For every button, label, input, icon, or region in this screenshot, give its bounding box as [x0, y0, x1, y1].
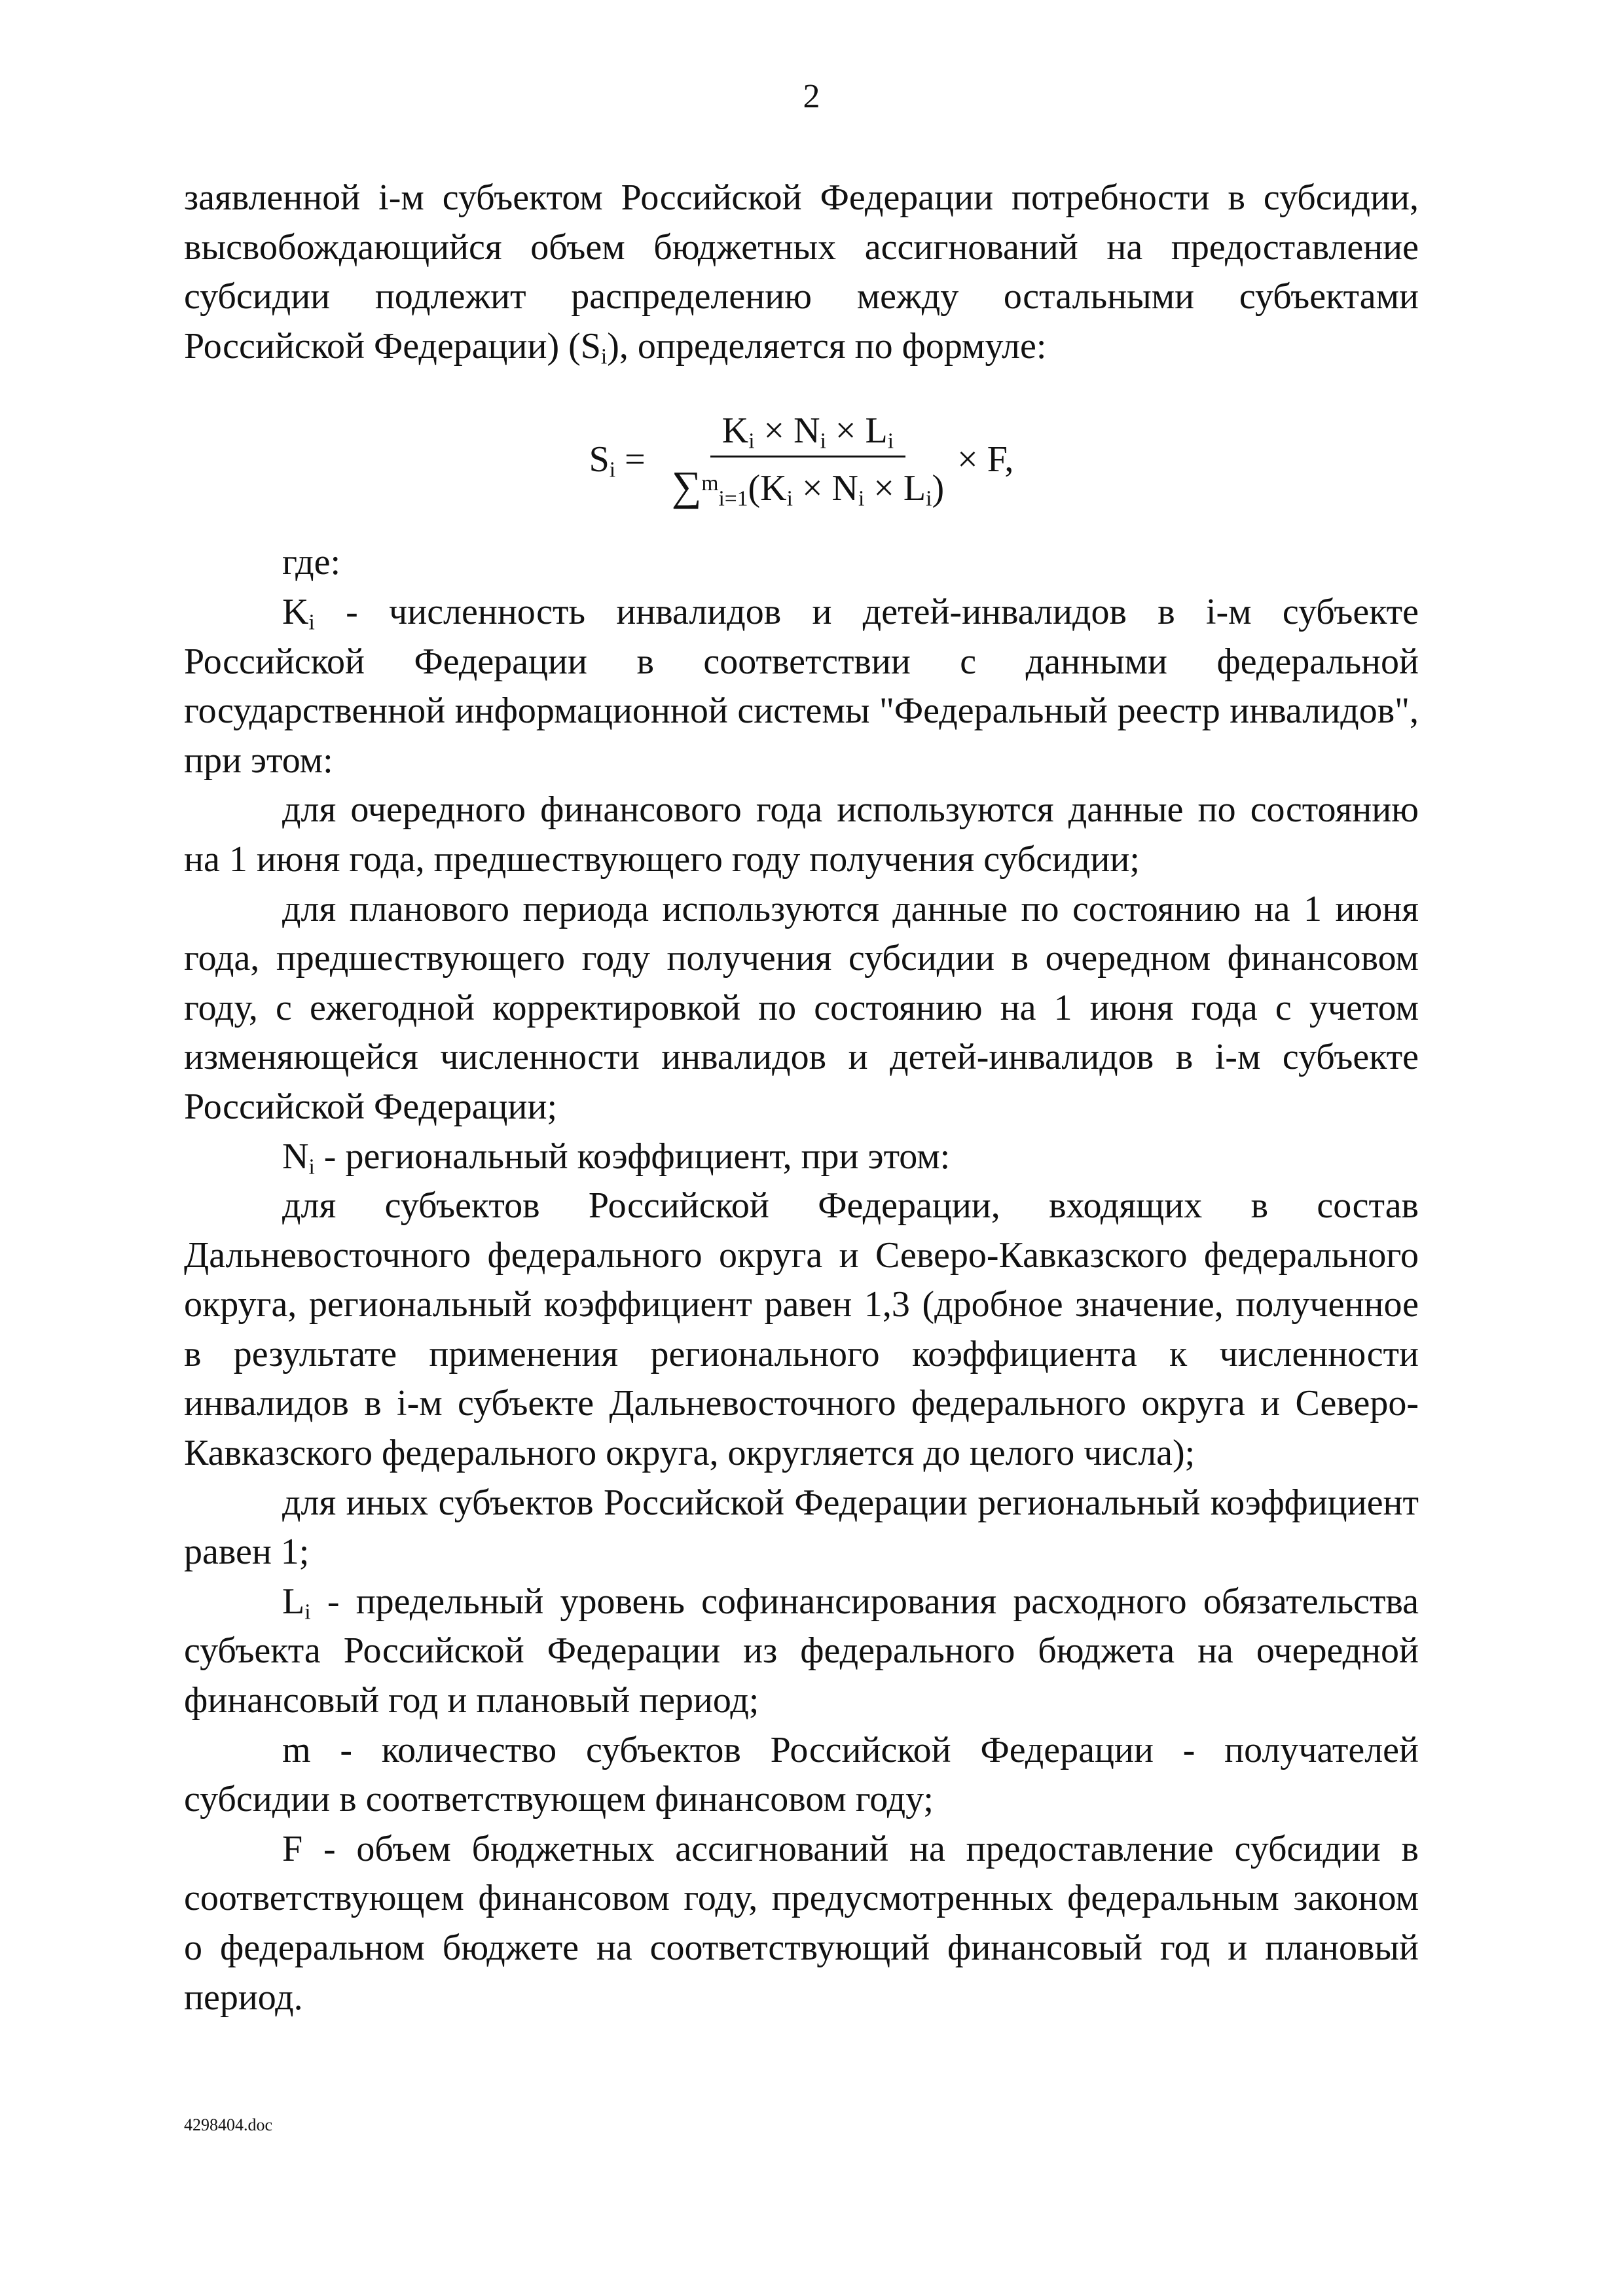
document-filename: 4298404.doc: [184, 2115, 273, 2134]
allocation-formula: [184, 381, 1419, 538]
definition-n-other: для иных субъектов Российской Федерации региональный коэффициент равен 1;: [184, 1482, 1419, 1573]
definition-k-next-year: для очередного финансового года используются данные по состоянию на 1 июня года, предшествующего году получения субсидии;: [184, 789, 1419, 880]
sum-symbol: ∑: [671, 462, 702, 509]
definition-l: $L_i$ - предельный уровень софинансирования расходного обязательства субъекта Российской Федерации из федерального бюджета на очередной финансовый год и плановый период;: [184, 1581, 1419, 1721]
formula-numerator: $K_i \times N_i \times L_i$: [710, 412, 905, 457]
definition-k: $K_i$ - численность инвалидов и детей-инвалидов в i-м субъекте Российской Федерации в соответствии с данными федеральной государственной информационной системы "Федеральный реестр инвалидов", при этом:: [184, 591, 1419, 781]
formula-lhs: $S_i$ =: [589, 439, 646, 482]
definition-n-far-east: для субъектов Российской Федерации, входящих в состав Дальневосточного федерального округа и Северо-Кавказского федерального округа, региональный коэффициент равен 1,3 (дробное значение, полученное в результате применения регионального коэффициента к численности инвалидов в i-м субъекте Дальневосточного федерального округа и Северо-Кавказского федерального округа, округляется до целого числа);: [184, 1185, 1419, 1474]
document-body: [184, 173, 1419, 2022]
definition-m: m - количество субъектов Российской Федерации - получателей субсидии в соответствующем финансовом году;: [184, 1729, 1419, 1820]
where-label: где:: [282, 542, 341, 583]
definition-k-planning: для планового периода используются данные по состоянию на 1 июня года, предшествующего году получения субсидии в очередном финансовом году, с ежегодной корректировкой по состоянию на 1 июня года с учетом изменяющейся численности инвалидов и детей-инвалидов в i-м субъекте Российской Федерации;: [184, 888, 1419, 1127]
definition-f: F - объем бюджетных ассигнований на предоставление субсидии в соответствующем финансовом году, предусмотренных федеральным законом о федеральном бюджете на соответствующий финансовый год и плановый период.: [184, 1828, 1419, 2018]
formula-denominator: $\sum^m_{i=1}(K_i \times N_i \times L_i)$: [671, 462, 945, 511]
intro-paragraph: заявленной i-м субъектом Российской Федерации потребности в субсидии, высвобождающийся объем бюджетных ассигнований на предоставление субсидии подлежит распределению между остальными субъектами Российской Федерации) $(S_i)$, определяется по формуле:: [184, 177, 1419, 369]
definition-n: $N_i$ - региональный коэффициент, при этом:: [282, 1136, 951, 1179]
page-number: 2: [803, 78, 820, 115]
formula-fraction: [665, 410, 951, 511]
formula-multiplier: × F,: [957, 439, 1014, 480]
